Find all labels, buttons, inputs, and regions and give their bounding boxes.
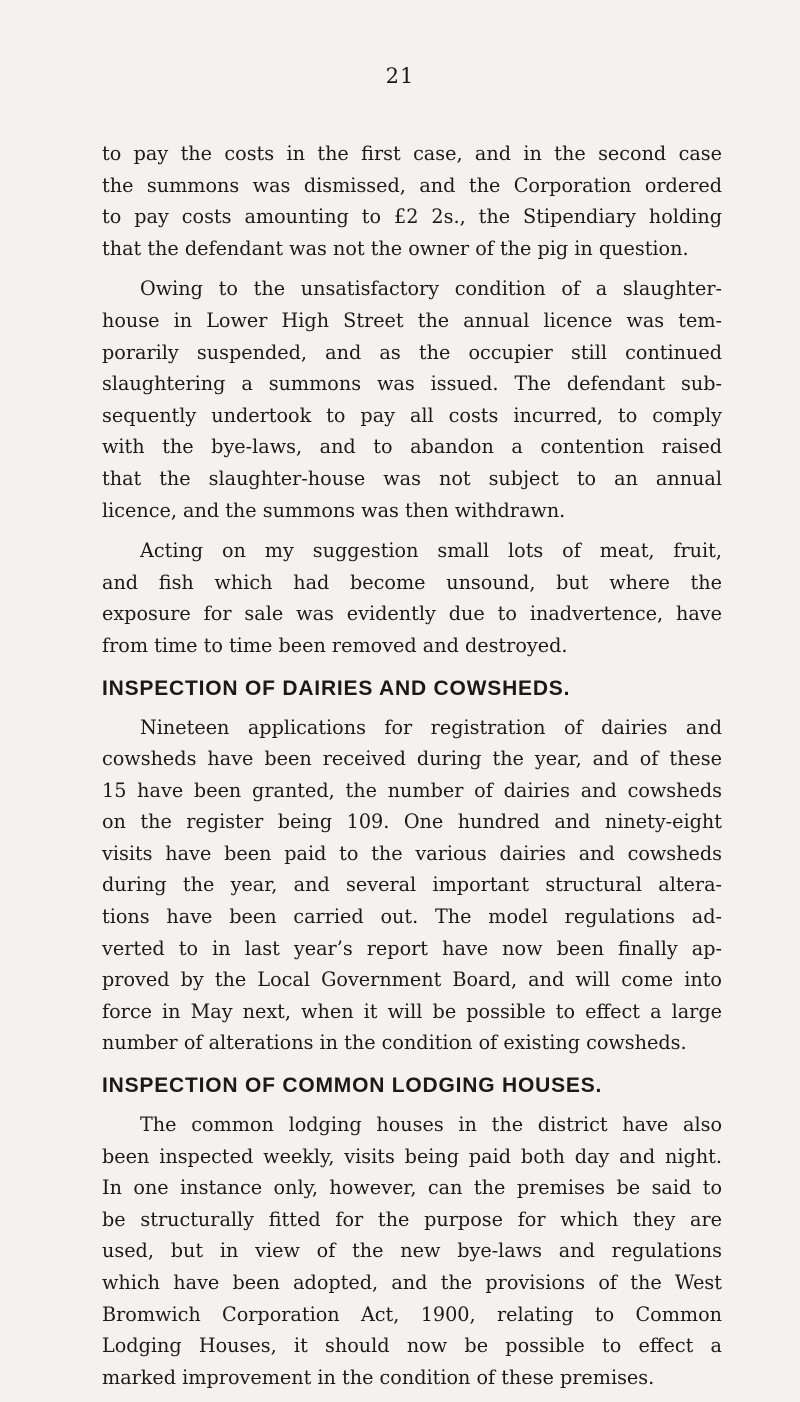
- text-line: number of alterations in the condition of existing cowsheds.: [102, 1031, 687, 1055]
- text-line: force in May next, when it will be possible to effect a large: [102, 999, 722, 1023]
- text-line: been inspected weekly, visits being paid both day and night.: [102, 1144, 722, 1168]
- text-line: visits have been paid to the various dairies and cowsheds: [102, 841, 722, 865]
- text-line: on the register being 109. One hundred and ninety-eight: [102, 810, 722, 834]
- text-line: Acting on my suggestion small lots of meat, fruit,: [140, 539, 722, 563]
- text-line: 15 have been granted, the number of dairies and cowsheds: [102, 778, 722, 802]
- text-line: which have been adopted, and the provisions of the West: [102, 1271, 722, 1294]
- body-text: [102, 138, 722, 1402]
- paragraph: [102, 1109, 722, 1393]
- text-line: to pay the costs in the first case, and in the second case: [102, 142, 722, 165]
- paragraph: [102, 273, 722, 526]
- paragraph: [102, 138, 722, 264]
- text-line: tions have been carried out. The model regulations ad-: [102, 905, 722, 929]
- text-line: be structurally fitted for the purpose for which they are: [102, 1207, 722, 1231]
- section-heading: INSPECTION OF DAIRIES AND COWSHEDS.: [102, 676, 571, 700]
- text-line: proved by the Local Government Board, and will come into: [102, 968, 722, 992]
- text-line: The common lodging houses in the district have also: [140, 1113, 722, 1137]
- text-line: exposure for sale was evidently due to inadvertence, have: [102, 602, 722, 626]
- text-line: Owing to the unsatisfactory condition of a slaughter-: [140, 277, 722, 301]
- text-line: sequently undertook to pay all costs incurred, to comply: [102, 403, 722, 427]
- text-line: the summons was dismissed, and the Corporation ordered: [102, 173, 722, 197]
- page-number: 21: [385, 64, 415, 88]
- text-line: marked improvement in the condition of these premises.: [102, 1365, 655, 1389]
- text-line: that the defendant was not the owner of the pig in question.: [102, 236, 689, 260]
- text-line: with the bye-laws, and to abandon a contention raised: [102, 435, 722, 459]
- paragraph: [102, 535, 722, 661]
- text-line: licence, and the summons was then withdrawn.: [102, 498, 566, 522]
- section-heading: INSPECTION OF COMMON LODGING HOUSES.: [102, 1074, 603, 1098]
- text-line: In one instance only, however, can the premises be said to: [102, 1176, 722, 1200]
- text-line: during the year, and several important structural altera-: [102, 873, 722, 897]
- text-line: from time to time been removed and destroyed.: [102, 633, 568, 657]
- text-line: porarily suspended, and as the occupier still continued: [102, 340, 722, 364]
- text-line: Lodging Houses, it should now be possible to effect a: [102, 1334, 722, 1358]
- text-line: slaughtering a summons was issued. The defendant sub-: [102, 372, 722, 396]
- text-line: and fish which had become unsound, but where the: [102, 570, 722, 594]
- text-line: verted to in last year’s report have now been finally ap-: [102, 936, 722, 960]
- paragraph: [102, 712, 722, 1060]
- text-line: to pay costs amounting to £2 2s., the Stipendiary holding: [102, 205, 722, 229]
- text-line: house in Lower High Street the annual licence was tem-: [102, 308, 722, 332]
- text-line: Bromwich Corporation Act, 1900, relating to Common: [102, 1302, 722, 1326]
- text-line: that the slaughter-house was not subject to an annual: [102, 466, 722, 490]
- text-line: Nineteen applications for registration of dairies and: [140, 715, 722, 739]
- text-line: cowsheds have been received during the year, and of these: [102, 747, 722, 771]
- text-line: used, but in view of the new bye-laws and regulations: [102, 1239, 722, 1263]
